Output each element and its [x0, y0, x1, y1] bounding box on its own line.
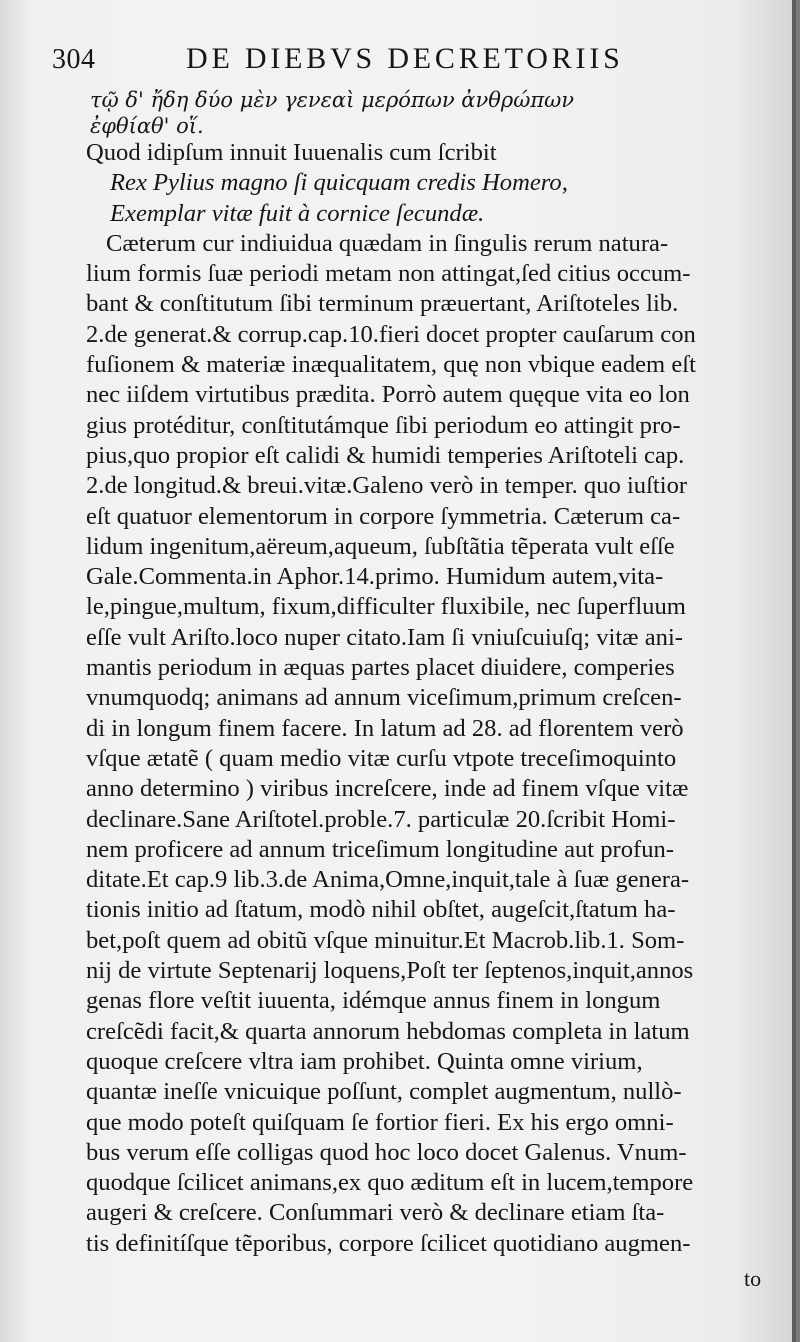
text-line: anno determino ) viribus increſcere, inde ad finem vſque vitæ — [86, 775, 689, 803]
greek-line-1: τῷ δ' ἤδη δύο μὲν γενεαὶ μερόπων ἀνθρώπων — [90, 88, 575, 112]
text-line: di in longum finem facere. In latum ad 28. ad florentem verò — [86, 714, 684, 742]
body-text — [86, 138, 766, 1259]
text-line: augeri & creſcere. Conſummari verò & declinare etiam ſta- — [86, 1199, 665, 1227]
text-line: nec iiſdem virtutibus prædita. Porrò autem quęque vita eo lon — [86, 381, 690, 409]
text-line: quoque creſcere vltra iam prohibet. Quinta omne virium, — [86, 1047, 643, 1075]
text-line: 2.de longitud.& breui.vitæ.Galeno verò in temper. quo iuſtior — [86, 472, 688, 500]
text-line: creſcẽdi facit,& quarta annorum hebdomas completa in latum — [86, 1017, 690, 1045]
quote-line: Rex Pylius magno ſi quicquam credis Homero, — [110, 169, 568, 197]
text-line: gius protéditur, conſtitutámque ſibi periodum eo attingit pro- — [86, 411, 681, 439]
page-header — [52, 38, 772, 82]
running-title: DE DIEBVS DECRETORIIS — [186, 42, 624, 75]
text-line: bet,poſt quem ad obitũ vſque minuitur.Et Macrob.lib.1. Som- — [86, 926, 685, 954]
greek-line-2: ἐφθίαθ' οἵ. — [90, 114, 204, 138]
text-line: pius,quo propior eſt calidi & humidi temperies Ariſtoteli cap. — [86, 441, 685, 469]
text-line: Quod idipſum innuit Iuuenalis cum ſcribit — [86, 139, 497, 166]
text-line: bant & conſtitutum ſibi terminum præuertant, Ariſtoteles lib. — [86, 290, 679, 318]
page-edge-shadow — [792, 0, 796, 1342]
text-line: lium formis ſuæ periodi metam non attingat,ſed citius occum- — [86, 260, 691, 288]
text-line: fuſionem & materiæ inæqualitatem, quę non vbique eadem eſt — [86, 351, 696, 379]
text-line: lidum ingenitum,aëreum,aqueum, ſubſtãtia tẽperata vult eſſe — [86, 532, 675, 560]
text-line: quodque ſcilicet animans,ex quo æditum eſt in lucem,tempore — [86, 1169, 694, 1197]
text-line: nem proficere ad annum triceſimum longitudine aut profun- — [86, 835, 675, 863]
text-line: eſſe vult Ariſto.loco nuper citato.Iam ſi vniuſcuiuſq; vitæ ani- — [86, 623, 683, 651]
text-line: Gale.Commenta.in Aphor.14.primo. Humidum autem,vita- — [86, 563, 664, 591]
text-line: tis definitíſque tẽporibus, corpore ſcilicet quotidiano augmen- — [86, 1229, 691, 1257]
text-line: 2.de generat.& corrup.cap.10.fieri docet propter cauſarum con — [86, 320, 696, 348]
text-line: tionis initio ad ſtatum, modò nihil obſtet, augeſcit,ſtatum ha- — [86, 896, 676, 924]
text-line: quantæ ineſſe vnicuique poſſunt, complet augmentum, nullò- — [86, 1078, 682, 1106]
text-line: vnumquodq; animans ad annum viceſimum,primum creſcen- — [86, 684, 682, 712]
text-line: eſt quatuor elementorum in corpore ſymmetria. Cæterum ca- — [86, 502, 681, 530]
text-line: vſque ætatẽ ( quam medio vitæ curſu vtpote treceſimoquinto — [86, 744, 677, 772]
text-line: genas flore veſtit iuuenta, idémque annus finem in longum — [86, 987, 661, 1015]
text-line: que modo poteſt quiſquam ſe fortior fieri. Ex his ergo omni- — [86, 1108, 674, 1136]
text-line: mantis periodum in æquas partes placet diuidere, comperies — [86, 654, 675, 682]
text-line: le,pingue,multum, fixum,difficulter fluxibile, nec ſuperfluum — [86, 593, 686, 621]
text-line: declinare.Sane Ariſtotel.proble.7. particulæ 20.ſcribit Homi- — [86, 805, 676, 833]
text-line: Cæterum cur indiuidua quædam in ſingulis rerum natura- — [106, 229, 669, 257]
catchword: to — [744, 1266, 762, 1291]
quote-line: Exemplar vitæ fuit à cornice ſecundæ. — [110, 199, 485, 227]
folio-number: 304 — [52, 44, 96, 75]
text-line: bus verum eſſe colligas quod hoc loco docet Galenus. Vnum- — [86, 1138, 687, 1166]
text-line: ditate.Et cap.9 lib.3.de Anima,Omne,inquit,tale à ſuæ genera- — [86, 866, 690, 894]
text-line: nij de virtute Septenarij loquens,Poſt ter ſeptenos,inquit,annos — [86, 957, 694, 985]
